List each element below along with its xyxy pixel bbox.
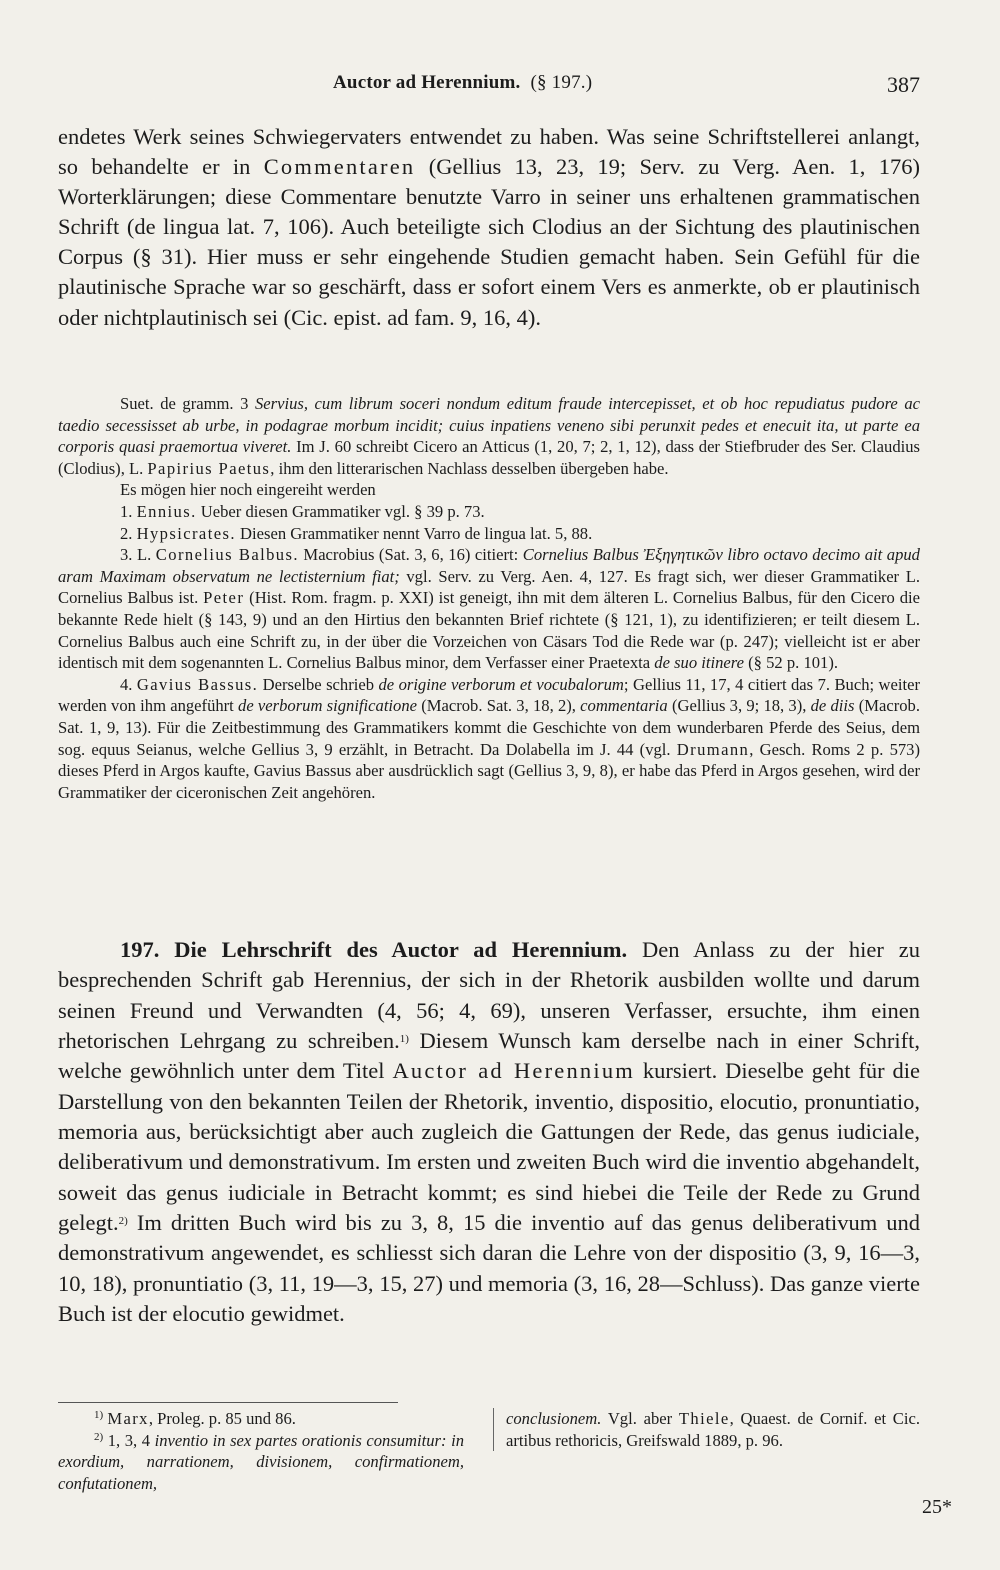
list-intro: Es mögen hier noch eingereiht werden — [120, 480, 376, 500]
running-title: Auctor ad Herennium. (§ 197.) — [333, 72, 593, 93]
section-reference: (§ 197.) — [530, 72, 593, 93]
section-number: 197. — [120, 937, 160, 962]
suetonius-note: Suet. de gramm. 3 Servius, cum librum soceri nondum editum fraude intercepisset, et ob hoc repudiatus pudore ac taedio secessisset ab urbe, in podagrae morbum incidit; cuius inpatiens veneno sibi perunxit pedes et enecuit ita, ut parte ea corporis quasi praemortua viveret. Im J. 60 schreibt Cicero an Atticus (1, 20, 7; 2, 1, 12), dass der Stiefbruder des Ser. Claudius (Clodius), L. Papirius Paetus, ihm den litterarischen Nachlass desselben übergeben habe. — [58, 394, 920, 478]
footnote-1: $^{1)}$ Marx, Proleg. p. 85 und 86. — [94, 1409, 296, 1428]
small-print-notes — [58, 393, 920, 803]
footnote-ref: 1) — [399, 1033, 409, 1046]
spaced-term: Commentaren — [263, 154, 416, 180]
latin-quote: Servius, cum librum soceri nondum editum fraude intercepisset, et ob hoc repudiatus pudore ac taedio secessisset ab urbe, in podagrae morbum incidit; cuius inpatiens veneno sibi perunxit pedes et enecuit ita, ut parte ea corporis quasi praemortua viveret. — [58, 394, 920, 457]
section-197: 197. Die Lehrschrift des Auctor ad Herennium. Den Anlass zu der hier zu besprechenden Schrift gab Herennius, der sich in der Rhetorik ausbilden wollte und darum seinen Freund und Verwandten (4, 56; 4, 69), unseren Verfasser, ersuchte, ihm einen rhetorischen Lehrgang zu schreiben.$^{1)}$ Diesem Wunsch kam derselbe nach in einer Schrift, welche gewöhnlich unter dem Titel Auctor ad Herennium kursiert. Dieselbe geht für die Darstellung von den bekannten Teilen der Rhetorik, inventio, dispositio, elocutio, pronuntiatio, memoria aus, berücksichtigt aber auch zugleich die Gattungen der Rede, das genus iudiciale, deliberativum und demonstrativum. Im ersten und zweiten Buch wird die inventio abgehandelt, soweit das genus iudiciale in Betracht kommt; es sind hiebei die Teile der Rede zu Grund gelegt.$^{2)}$ Im dritten Buch wird bis zu 3, 8, 15 die inventio auf das genus deliberativum und demonstrativum angewendet, es schliesst sich daran die Lehre von der dispositio (3, 9, 16—3, 10, 18), pronuntiatio (3, 11, 19—3, 15, 27) und memoria (3, 16, 28—Schluss). Das ganze vierte Buch ist der elocutio gewidmet. — [58, 937, 921, 1327]
footnote-rule — [58, 1402, 398, 1403]
section-heading: Die Lehrschrift des Auctor ad Herennium. — [174, 937, 628, 962]
list-item: 3. L. Cornelius Balbus. Macrobius (Sat. 3, 6, 16) citiert: Cornelius Balbus Ἐξηγητικῶν libro octavo decimo ait apud aram Maximam observatum ne lectisternium fiat; vgl. Serv. zu Verg. Aen. 4, 127. Es fragt sich, wer dieser Grammatiker L. Cornelius Balbus ist. Peter (Hist. Rom. fragm. p. XXI) ist geneigt, ihn mit dem älteren L. Cornelius Balbus, für den Cicero die bekannte Rede hielt (§ 143, 9) und an den Hirtius den bekannten Brief richtete (§ 121, 1), zu identifizieren; er teilt diesem L. Cornelius Balbus auch eine Schrift zu, in der über die Vorzeichen von Cäsars Tod die Rede war (p. 247); vielleicht ist er aber identisch mit dem sogenannten L. Cornelius Balbus minor, dem Verfasser einer Praetexta de suo itinere (§ 52 p. 101). — [58, 545, 920, 673]
footnote-2: $^{2)}$ 1, 3, 4 inventio in sex partes orationis consumitur: in exordium, narrationem, divisionem, confirmationem, confutationem, — [58, 1430, 465, 1493]
main-paragraph: endetes Werk seines Schwiegervaters entwendet zu haben. Was seine Schriftstellerei anlangt, so behandelte er in Commentaren (Gellius 13, 23, 19; Serv. zu Verg. Aen. 1, 176) Worterklärungen; diese Commentare benutzte Varro in seiner uns erhaltenen grammatischen Schrift (de lingua lat. 7, 106). Auch beteiligte sich Clodius an der Sichtung des plautinischen Corpus (§ 31). Hier muss er sehr eingehende Studien gemacht haben. Sein Gefühl für die plautinische Sprache war so geschärft, dass er sofort einem Vers es anmerkte, ob er plautinisch oder nichtplautinisch sei (Cic. epist. ad fam. 9, 16, 4). — [58, 124, 920, 330]
running-header — [58, 70, 920, 102]
list-item: 1. Ennius. Ueber diesen Grammatiker vgl. § 39 p. 73. — [120, 501, 485, 521]
footnote-column-right: conclusionem. Vgl. aber Thiele, Quaest. de Cornif. et Cic. artibus rethoricis, Greifswald 1889, p. 96. — [493, 1408, 920, 1451]
list-item: 4. Gavius Bassus. Derselbe schrieb de origine verborum et vocubalorum; Gellius 11, 17, 4 citiert das 7. Buch; weiter werden von ihm angeführt de verborum significatione (Macrob. Sat. 3, 18, 2), commentaria (Gellius 3, 9; 18, 3), de diis (Macrob. Sat. 1, 9, 13). Für die Zeitbestimmung des Grammatikers kommt die Geschichte von dem wunderbaren Pferde des Seius, dem sog. equus Seianus, welche Gellius 3, 9 erzählt, in Betracht. Da Dolabella im J. 44 (vgl. Drumann, Gesch. Roms 2 p. 573) dieses Pferd in Argos kaufte, Gavius Bassus aber ausdrücklich sagt (Gellius 3, 9, 8), er habe das Pferd in Argos gesehen, wird der Grammatiker der ciceronischen Zeit angehören. — [58, 674, 921, 802]
page-number: 387 — [887, 72, 920, 97]
footnote-column-left — [58, 1408, 464, 1494]
footnote-ref: 2) — [118, 1215, 128, 1228]
list-item: 2. Hypsicrates. Diesen Grammatiker nennt Varro de lingua lat. 5, 88. — [120, 523, 593, 543]
signature-mark: 25* — [922, 1496, 952, 1518]
